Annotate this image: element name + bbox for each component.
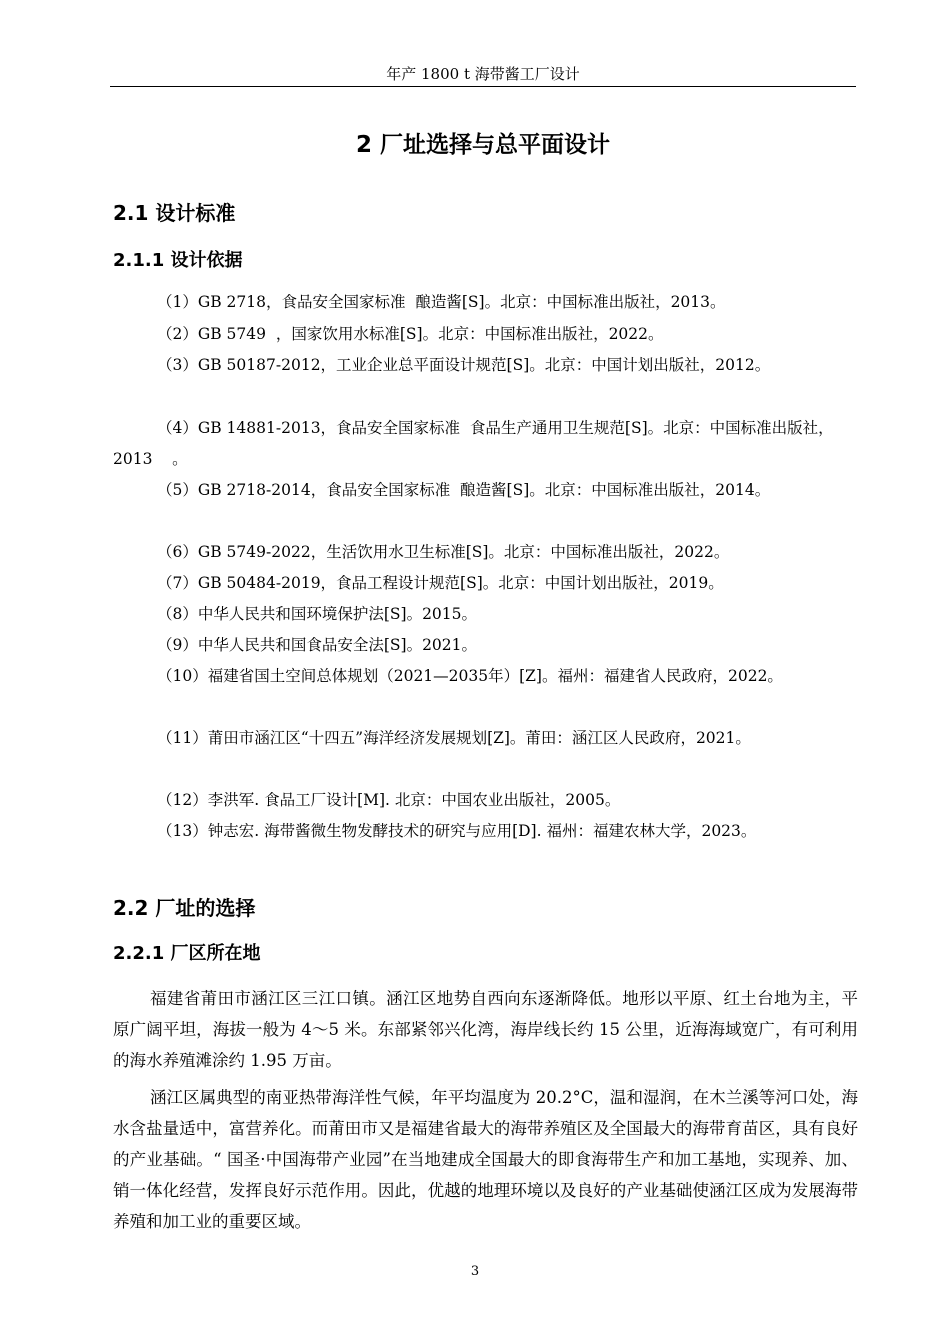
reference-item: （7）GB 50484-2019，食品工程设计规范[S]。北京：中国计划出版社，2019。: [157, 574, 724, 592]
page-number: 3: [470, 1264, 480, 1279]
reference-item: （12）李洪军. 食品工厂设计[M]. 北京：中国农业出版社，2005。: [157, 791, 621, 809]
reference-item: （6）GB 5749-2022，生活饮用水卫生标准[S]。北京：中国标准出版社，2022。: [157, 543, 730, 561]
reference-item: （10）福建省国土空间总体规划（2021—2035年）[Z]。福州：福建省人民政府，2022。: [157, 667, 783, 685]
reference-item: （2）GB 5749 ，国家饮用水标准[S]。北京：中国标准出版社，2022。: [157, 325, 664, 343]
body-paragraph: 涵江区属典型的南亚热带海洋性气候，年平均温度为 20.2°C，温和湿润，在木兰溪等河口处，海水含盐量适中，富营养化。而莆田市又是福建省最大的海带养殖区及全国最大的海带育苗区，具有良好的产业基础。“ 国圣·中国海带产业园”在当地建成全国最大的即食海带生产和加工基地，实现养、加、销一体化经营，发挥良好示范作用。因此，优越的地理环境以及良好的产业基础使涵江区成为发展海带养殖和加工业的重要区域。: [113, 1088, 858, 1231]
reference-item: （1）GB 2718，食品安全国家标准 酿造酱[S]。北京：中国标准出版社，2013。: [157, 293, 726, 311]
body-paragraph: 福建省莆田市涵江区三江口镇。涵江区地势自西向东逐渐降低。地形以平原、红土台地为主，平原广阔平坦，海拔一般为 4～5 米。东部紧邻兴化湾，海岸线长约 15 公里，近海海域宽广，有可利用的海水养殖滩涂约 1.95 万亩。: [113, 989, 858, 1070]
reference-item: （11）莆田市涵江区“十四五”海洋经济发展规划[Z]。莆田：涵江区人民政府，2021。: [157, 729, 751, 747]
running-header: 年产 1800 t 海带酱工厂设计: [386, 65, 580, 83]
reference-item: （4）GB 14881-2013，食品安全国家标准 食品生产通用卫生规范[S]。北京：中国标准出版社，2013 。: [113, 419, 834, 468]
reference-item: （8）中华人民共和国环境保护法[S]。2015。: [157, 605, 478, 623]
reference-item: （13）钟志宏. 海带酱微生物发酵技术的研究与应用[D]. 福州：福建农林大学，2023。: [157, 822, 757, 840]
chapter-title: 2 厂址选择与总平面设计: [355, 132, 610, 158]
section-heading-2-2: 2.2 厂址的选择: [113, 896, 256, 920]
section-heading-2-1: 2.1 设计标准: [113, 201, 236, 225]
subsection-heading-2-2-1: 2.2.1 厂区所在地: [113, 943, 261, 964]
subsection-heading-2-1-1: 2.1.1 设计依据: [113, 250, 243, 271]
reference-item: （9）中华人民共和国食品安全法[S]。2021。: [157, 636, 478, 654]
reference-item: （3）GB 50187-2012，工业企业总平面设计规范[S]。北京：中国计划出版社，2012。: [157, 356, 771, 374]
reference-item: （5）GB 2718-2014，食品安全国家标准 酿造酱[S]。北京：中国标准出版社，2014。: [157, 481, 771, 499]
header-divider: [110, 86, 856, 87]
